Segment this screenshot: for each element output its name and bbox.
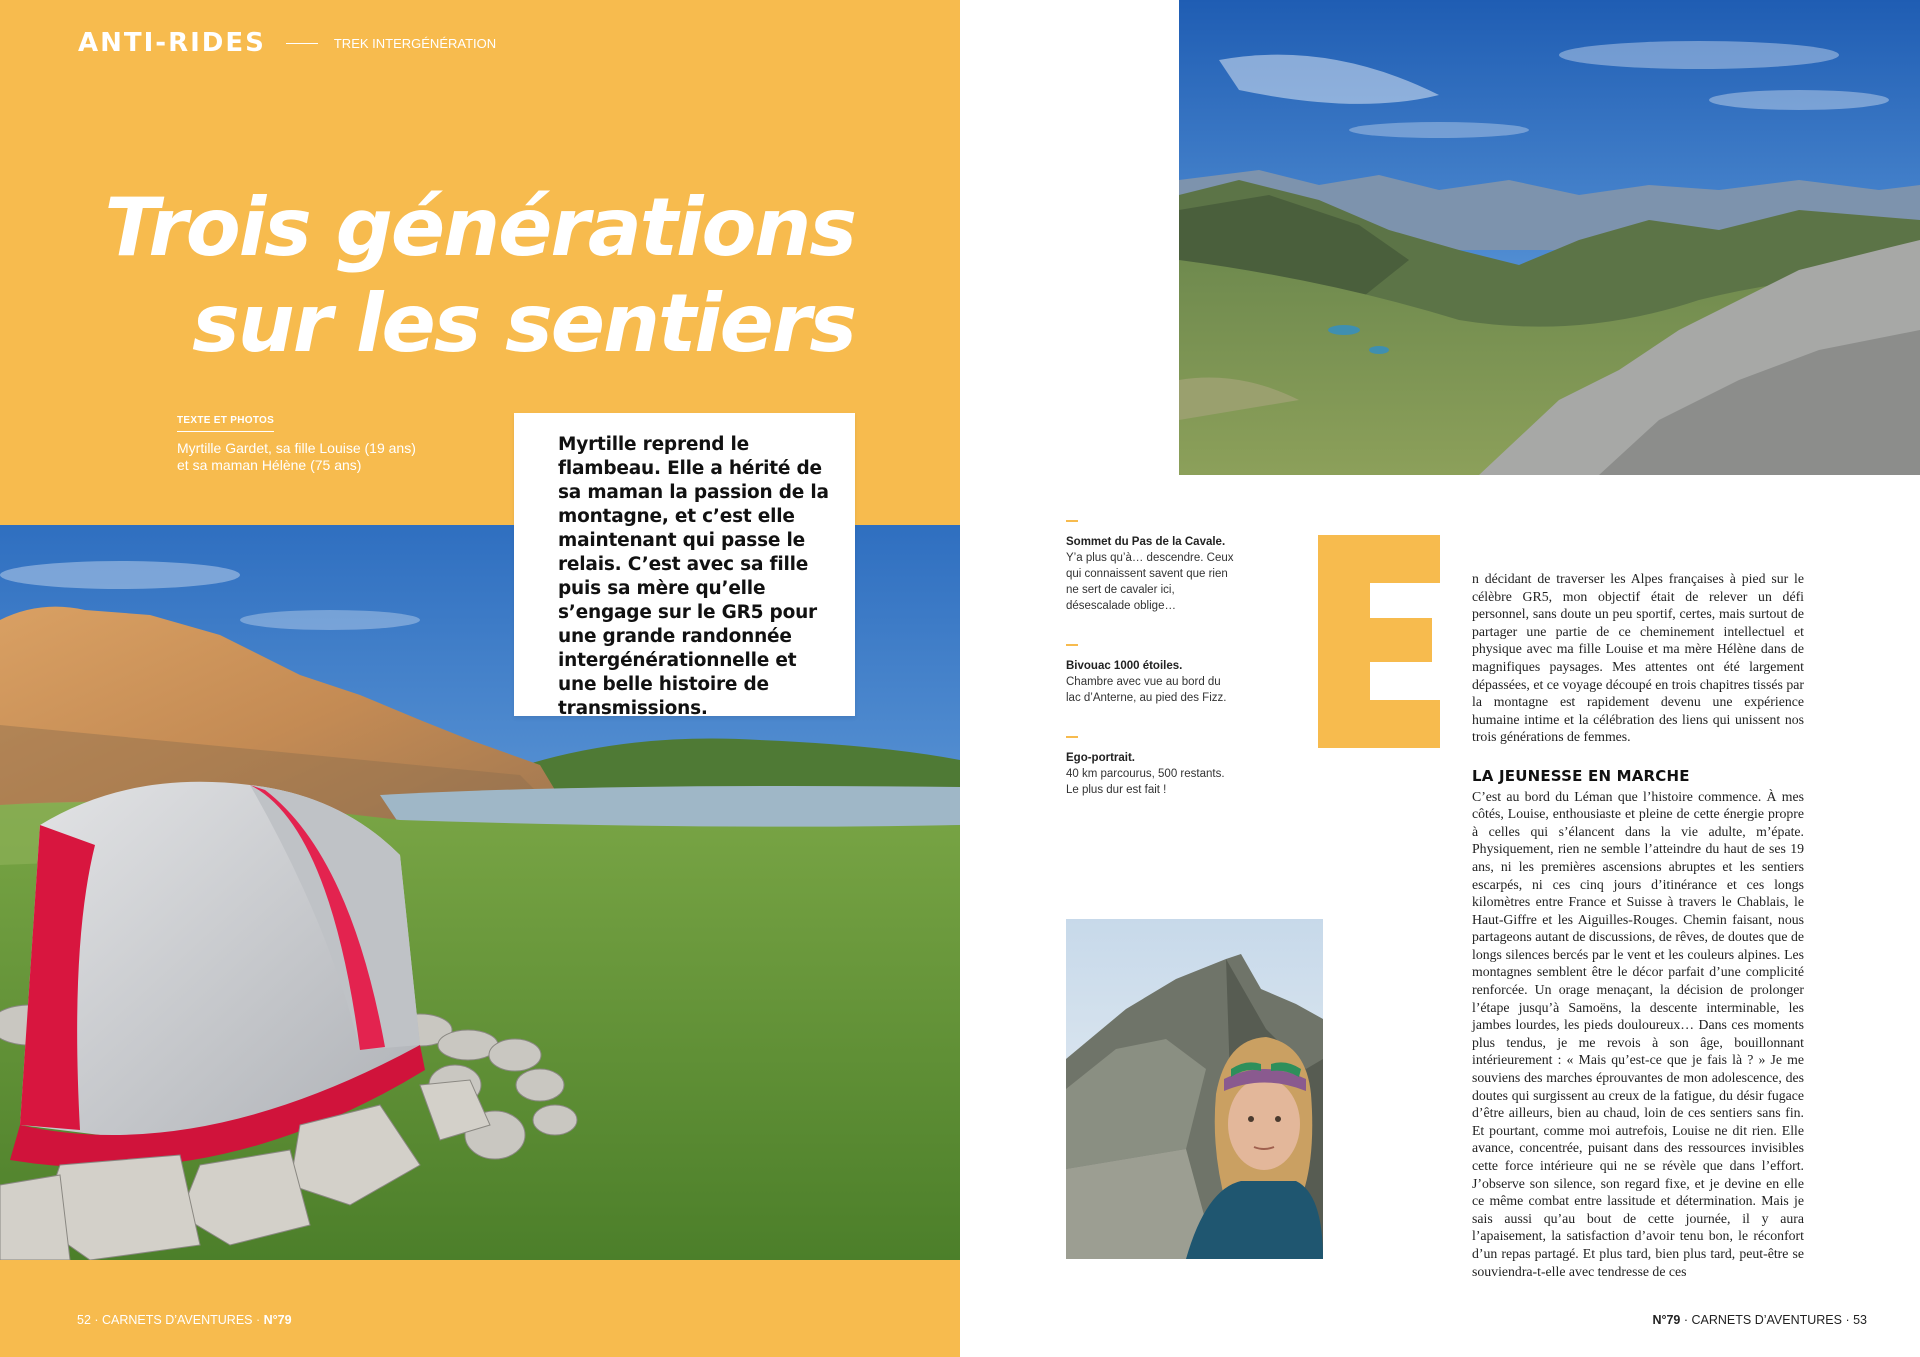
photo-captions	[1066, 520, 1236, 828]
article-headline	[105, 180, 855, 372]
rubric	[78, 28, 496, 58]
folio-left-page-number: 52	[77, 1313, 91, 1327]
body-section-paragraph: C’est au bord du Léman que l’histoire commence. À mes côtés, Louise, enthousiaste et pleine de cette énergie propre à celles qui s’élancent dans la vie adulte, m’épate. Physiquement, rien ne semble l’atteindre du haut de ses 19 ans, ni les premières ascensions abruptes et les sentiers escarpés, ni ces cinq jours d’itinérance et ces longs kilomètres entre France et Suisse à travers le Chablais, le Haut-Giffre et les Aiguilles-Rouges. Chemin faisant, nous partageons autant de discussions, de rêves, de doutes que de longs silences bercés par le vent et les couleurs alpines. Les montagnes semblent être le décor parfait d’une complicité renforcée. Un orage menaçant, la décision de prolonger l’étape jusqu’à Samoëns, la descente interminable, les jambes lourdes, les pieds douloureux… Dans ces moments plus tendus, je me revois à son âge, bouillonnant intérieurement : « Mais qu’est-ce que je fais là ? » Je me souviens des marches éprouvantes de mon adolescence, des doutes qui surgissent au creux de la fatigue, du désir fugace d’être ailleurs, bien au chaud, loin de ces sentiers sans fin. Et pourtant, comme moi autrefois, Louise ne dit rien. Elle avance, concentrée, puisant dans des ressources invisibles cette force intérieure qui ne se révèle que dans l’effort. J’observe son silence, son regard fixe, et je devine en elle ce même combat entre lassitude et détermination. Mais je sais aussi qu’au bout de cette journée, il y aura l’apaisement, la satisfaction d’avoir tenu bon, le réconfort d’un repas partagé. Et plus tard, bien plus tard, peut-être se souviendra-t-elle avec tendresse de ces	[1472, 788, 1804, 1279]
rubric-title: ANTI-RIDES	[78, 28, 266, 58]
folio-left-separator-2: ·	[252, 1313, 264, 1327]
caption-text: 40 km parcourus, 500 restants. Le plus dur est fait !	[1066, 768, 1225, 796]
caption-text: Y’a plus qu’à… descendre. Ceux qui connaissent savent que rien ne sert de cavaler ici, désescalade oblige…	[1066, 552, 1234, 612]
article-body	[1472, 570, 1804, 1280]
folio-left-issue: N°79	[263, 1313, 292, 1327]
headline-line-1: Trois générations	[104, 181, 855, 274]
caption-tick	[1066, 520, 1078, 522]
folio-left	[77, 1313, 292, 1327]
caption-bivouac	[1066, 644, 1236, 706]
credits	[177, 410, 447, 474]
dropcap-e	[1318, 535, 1440, 748]
folio-right-separator-2: ·	[1841, 1313, 1854, 1327]
credits-line-2: et sa maman Hélène (75 ans)	[177, 457, 362, 473]
section-heading: LA JEUNESSE EN MARCHE	[1472, 766, 1690, 785]
credits-names	[177, 440, 447, 474]
credits-line-1: Myrtille Gardet, sa fille Louise (19 ans)	[177, 440, 416, 456]
folio-right-magazine: CARNETS D’AVENTURES	[1691, 1313, 1842, 1327]
headline-line-2: sur les sentiers	[192, 277, 855, 370]
caption-text: Chambre avec vue au bord du lac d’Anterne, au pied des Fizz.	[1066, 676, 1227, 704]
selfie-portrait-photo	[1066, 919, 1323, 1259]
mountain-valley-photo	[1179, 0, 1920, 475]
caption-tick	[1066, 736, 1078, 738]
folio-right-issue: N°79	[1652, 1313, 1681, 1327]
caption-title: Sommet du Pas de la Cavale.	[1066, 536, 1226, 548]
right-page	[960, 0, 1920, 1357]
rubric-divider	[286, 43, 318, 44]
lede-box	[514, 413, 855, 719]
rubric-subtitle: TREK INTERGÉNÉRATION	[333, 35, 497, 51]
caption-sommet	[1066, 520, 1236, 614]
caption-title: Ego-portrait.	[1066, 752, 1135, 764]
folio-right	[1652, 1313, 1867, 1327]
body-intro-paragraph: n décidant de traverser les Alpes françaises à pied sur le célèbre GR5, mon objectif était de relever un défi personnel, sans doute un peu sportif, certes, mais surtout de partager une partie de ce cheminement intellectuel et physique avec ma fille Louise et ma mère Hélène dans de magnifiques paysages. Mes attentes ont été largement dépassées, et ce voyage découpé en trois chapitres tissés par la montagne est rapidement devenu une expérience humaine intime et la célébration des liens qui unissent nos trois générations de femmes.	[1472, 571, 1804, 745]
caption-tick	[1066, 644, 1078, 646]
folio-left-separator-1: ·	[90, 1313, 103, 1327]
folio-right-separator-1: ·	[1680, 1313, 1692, 1327]
folio-left-magazine: CARNETS D’AVENTURES	[102, 1313, 253, 1327]
lede-text: Myrtille reprend le flambeau. Elle a hérité de sa maman la passion de la montagne, et c’est elle maintenant qui passe le relais. C’est avec sa fille puis sa mère qu’elle s’engage sur le GR5 pour une grande randonnée intergénérationnelle et une belle histoire de transmissions.	[558, 434, 829, 719]
credits-label: TEXTE ET PHOTOS	[177, 415, 274, 432]
caption-title: Bivouac 1000 étoiles.	[1066, 660, 1183, 672]
folio-right-page-number: 53	[1853, 1313, 1867, 1327]
caption-ego-portrait	[1066, 736, 1236, 798]
